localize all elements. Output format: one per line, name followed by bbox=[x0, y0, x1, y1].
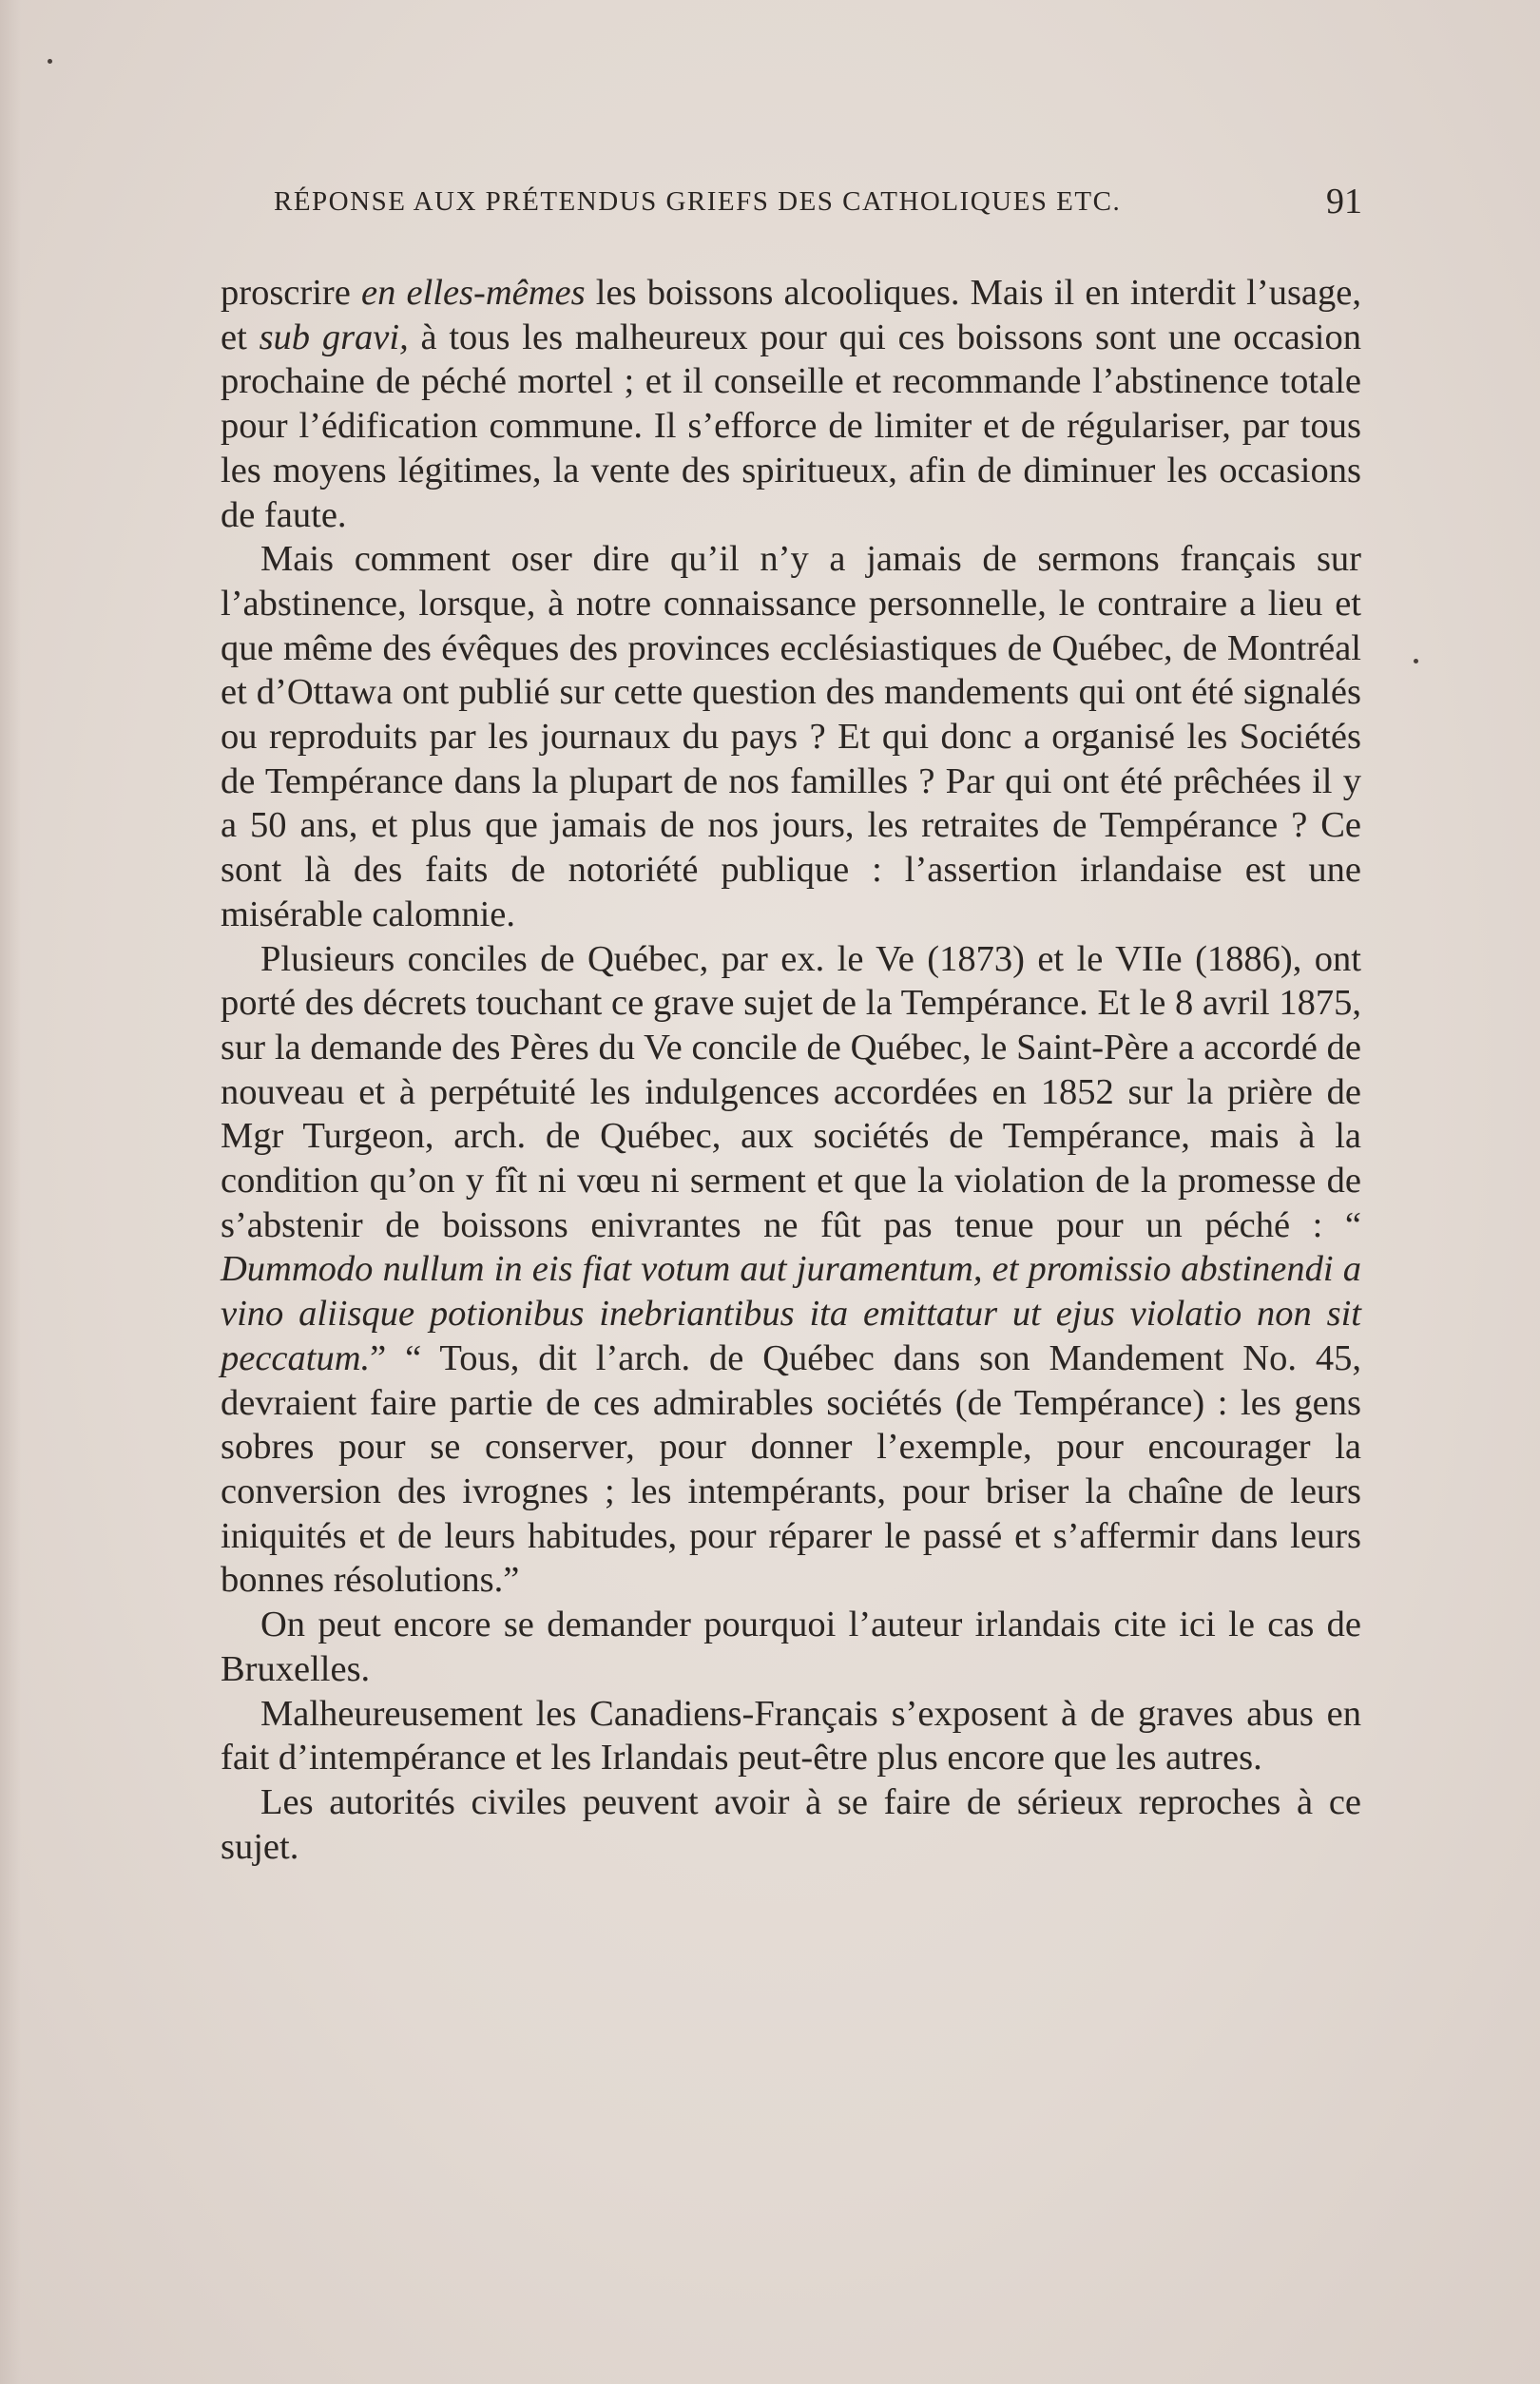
ink-speck bbox=[48, 59, 52, 64]
latin-quotation: Dummodo nullum in eis fiat votum aut juramentum, et promissio abstinendi a vino aliisque potionibus inebriantibus ita emittatur ut ejus violatio non sit peccatum. bbox=[221, 1249, 1361, 1378]
page-header bbox=[274, 181, 1362, 228]
ink-speck bbox=[1414, 659, 1418, 663]
body-text bbox=[221, 271, 1361, 1869]
paragraph-2: Mais comment oser dire qu’il n’y a jamais de sermons français sur l’abstinence, lorsque, à notre connaissance personnelle, le contraire a lieu et que même des évêques des provinces ecclésiastiques de Québec, de Montréal et d’Ottawa ont publié sur cette question des mandements qui ont été signalés ou reproduits par les journaux du pays ? Et qui donc a organisé les Sociétés de Tempérance dans la plupart de nos familles ? Par qui ont été prêchées il y a 50 ans, et plus que jamais de nos jours, les retraites de Tempérance ? Ce sont là des faits de notoriété publique : l’assertion irlandaise est une misérable calomnie. bbox=[221, 539, 1361, 934]
paragraph-1: proscrire en elles-mêmes les boissons alcooliques. Mais il en interdit l’usage, et sub gravi, à tous les malheureux pour qui ces boissons sont une occasion prochaine de péché mortel ; et il conseille et recommande l’abstinence totale pour l’édification commune. Il s’efforce de limiter et de régulariser, par tous les moyens légitimes, la vente des spiritueux, afin de diminuer les occasions de faute. bbox=[221, 273, 1362, 535]
running-title: RÉPONSE AUX PRÉTENDUS GRIEFS DES CATHOLIQUES ETC. bbox=[274, 186, 1122, 217]
paragraph-3: Plusieurs conciles de Québec, par ex. le Ve (1873) et le VIIe (1886), ont porté des décrets touchant ce grave sujet de la Tempérance. Et le 8 avril 1875, sur la demande des Pères du Ve concile de Québec, le Saint-Père a accordé de nouveau et à perpétuité les indulgences accordées en 1852 sur la prière de Mgr Turgeon, arch. de Québec, aux sociétés de Tempérance, mais à la condition qu’on y fît ni vœu ni serment et que la violation de la promesse de s’abstenir de boissons enivrantes ne fût pas tenue pour un péché : “ Dummodo nullum in eis fiat votum aut juramentum, et promissio abstinendi a vino aliisque potionibus inebriantibus ita emittatur ut ejus violatio non sit peccatum.” “ Tous, dit l’arch. de Québec dans son Mandement No. 45, devraient faire partie de ces admirables sociétés (de Tempérance) : les gens sobres pour se conserver, pour donner l’exemple, pour encourager la conversion des ivrognes ; les intempérants, pour briser la chaîne de leurs iniquités et de leurs habitudes, pour réparer le passé et s’affermir dans leurs bonnes résolutions.” bbox=[221, 938, 1361, 1601]
paragraph-6: Les autorités civiles peuvent avoir à se faire de sérieux reproches à ce sujet. bbox=[221, 1781, 1361, 1867]
paragraph-4: On peut encore se demander pourquoi l’auteur irlandais cite ici le cas de Bruxelles. bbox=[221, 1605, 1361, 1689]
page-edge-shadow bbox=[0, 0, 21, 2384]
page-number: 91 bbox=[1326, 182, 1362, 221]
paragraph-5: Malheureusement les Canadiens-Français s’exposent à de graves abus en fait d’intempérance et les Irlandais peut-être plus encore que les autres. bbox=[221, 1693, 1361, 1778]
